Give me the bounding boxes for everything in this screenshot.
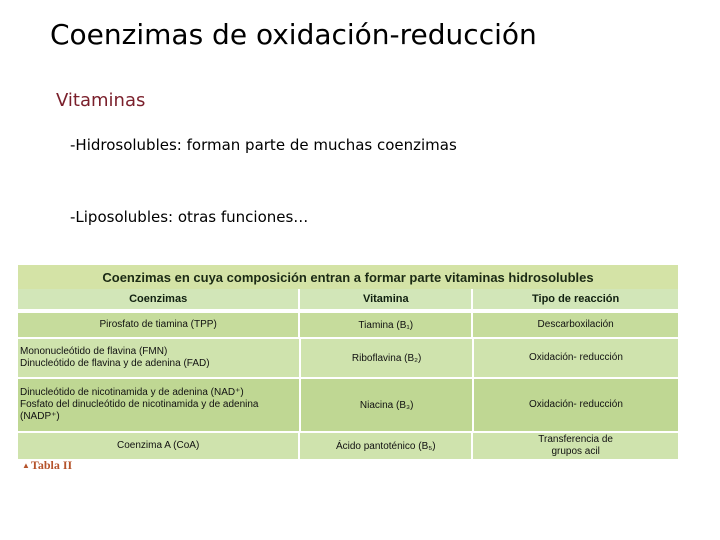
cell-tipo <box>471 433 678 459</box>
cell-line: Oxidación- reducción <box>528 399 623 410</box>
header-coenzimas: Coenzimas <box>18 289 298 311</box>
cell-line: grupos acil <box>551 446 600 457</box>
triangle-up-icon: ▲ <box>22 461 30 470</box>
cell-coenzimas <box>18 379 299 431</box>
coenzimas-table <box>18 265 678 457</box>
table-row <box>18 377 678 431</box>
bullet-hidrosolubles: -Hidrosolubles: forman parte de muchas coenzimas <box>70 136 457 154</box>
table-column-headers <box>18 289 678 311</box>
cell-line: Coenzima A (CoA) <box>117 440 200 451</box>
cell-tipo <box>472 339 678 377</box>
subtitle-vitaminas: Vitaminas <box>56 90 146 111</box>
table-row <box>18 311 678 337</box>
table-title: Coenzimas en cuya composición entran a formar parte vitaminas hidrosolubles <box>18 265 678 289</box>
cell-coenzimas <box>18 339 299 377</box>
table-row <box>18 337 678 377</box>
cell-coenzimas <box>18 313 298 337</box>
table-caption-text: Tabla II <box>30 458 73 472</box>
cell-line: Dinucleótido de nicotinamida y de adenina (NAD⁺) <box>20 387 244 398</box>
cell-tipo <box>472 379 678 431</box>
cell-line: Mononucleótido de flavina (FMN) <box>20 346 168 357</box>
cell-vitamina: Niacina (B₃) <box>299 379 471 431</box>
cell-line: Descarboxilación <box>537 319 614 330</box>
cell-line: Oxidación- reducción <box>528 352 623 363</box>
table-row <box>18 431 678 459</box>
cell-line: Pirosfato de tiamina (TPP) <box>99 319 217 330</box>
cell-line: Transferencia de <box>538 434 613 445</box>
bullet-liposolubles: -Liposolubles: otras funciones… <box>70 208 309 226</box>
cell-line: Fosfato del dinucleótido de nicotinamida y de adenina <box>20 399 259 410</box>
header-vitamina: Vitamina <box>298 289 471 311</box>
cell-vitamina: Riboflavina (B₂) <box>299 339 471 377</box>
cell-vitamina: Tiamina (B₁) <box>298 313 471 337</box>
slide-title: Coenzimas de oxidación-reducción <box>50 18 537 51</box>
cell-line: Dinucleótido de flavina y de adenina (FAD) <box>20 358 210 369</box>
cell-coenzimas <box>18 433 298 459</box>
table-caption <box>22 458 72 473</box>
cell-vitamina: Ácido pantoténico (B₅) <box>298 433 471 459</box>
header-tipo-reaccion: Tipo de reacción <box>471 289 678 311</box>
cell-line: (NADP⁺) <box>20 411 60 422</box>
cell-tipo <box>471 313 678 337</box>
